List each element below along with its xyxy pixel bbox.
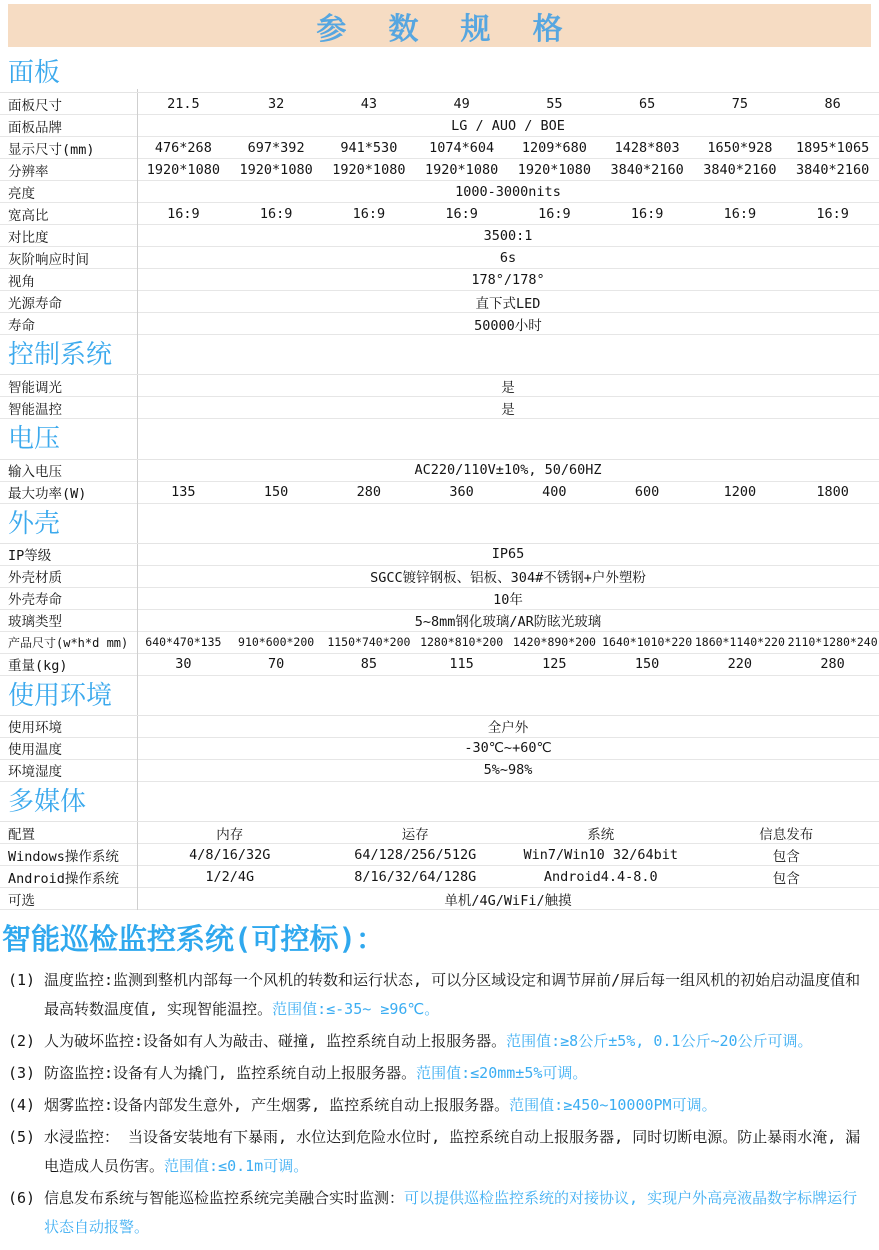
monitor-item (0, 1059, 879, 1088)
row-values (137, 228, 879, 244)
spec-row (0, 866, 879, 888)
row-values (137, 184, 879, 200)
spec-row (0, 269, 879, 291)
row-label: 可选 (0, 889, 137, 909)
monitor-item (0, 1027, 879, 1056)
spec-row (0, 844, 879, 866)
spec-value: AC220/110V±10%, 50/60HZ (137, 462, 879, 478)
spec-value: 信息发布 (694, 823, 879, 843)
spec-value: 是 (137, 398, 879, 418)
spec-row (0, 203, 879, 225)
spec-value: 86 (786, 96, 879, 112)
row-values (137, 272, 879, 288)
spec-value: 360 (415, 484, 508, 500)
spec-value: 1209*680 (508, 140, 601, 156)
spec-row (0, 760, 879, 782)
spec-value: 3840*2160 (694, 162, 787, 178)
item-text: 烟雾监控:设备内部发生意外, 产生烟雾, 监控系统自动上报服务器。 (44, 1096, 509, 1114)
row-label: 外壳寿命 (0, 588, 137, 608)
item-number: (6) (8, 1184, 35, 1213)
spec-value: 1200 (694, 484, 787, 500)
item-text: 防盗监控:设备有人为撬门, 监控系统自动上报服务器。 (44, 1064, 416, 1082)
section-voltage (0, 419, 879, 503)
monitor-item (0, 1091, 879, 1120)
row-values (137, 314, 879, 334)
spec-value: 400 (508, 484, 601, 500)
item-number: (1) (8, 966, 35, 995)
spec-row (0, 159, 879, 181)
spec-value: 10年 (137, 588, 879, 608)
spec-row (0, 822, 879, 844)
spec-value: 941*530 (323, 140, 416, 156)
spec-value: 16:9 (601, 206, 694, 222)
row-label: 对比度 (0, 226, 137, 246)
row-values (137, 292, 879, 312)
spec-value: 697*392 (230, 140, 323, 156)
spec-value: 64/128/256/512G (323, 847, 509, 863)
row-values (137, 118, 879, 134)
row-label: 智能温控 (0, 398, 137, 418)
row-label: 面板尺寸 (0, 94, 137, 114)
spec-value: 1150*740*200 (323, 635, 416, 649)
row-values (137, 635, 879, 649)
spec-value: 1920*1080 (508, 162, 601, 178)
row-values (137, 588, 879, 608)
spec-row (0, 654, 879, 676)
spec-value: Android4.4-8.0 (508, 869, 694, 885)
title-banner (8, 4, 871, 47)
row-label: 宽高比 (0, 204, 137, 224)
spec-row (0, 716, 879, 738)
row-values (137, 845, 879, 865)
row-label: 分辨率 (0, 160, 137, 180)
spec-value: 21.5 (137, 96, 230, 112)
spec-value: 135 (137, 484, 230, 500)
spec-value: 85 (323, 656, 416, 672)
spec-value: 280 (323, 484, 416, 500)
spec-value: 直下式LED (137, 292, 879, 312)
row-label: 输入电压 (0, 460, 137, 480)
row-values (137, 546, 879, 562)
row-label: 重量(kg) (0, 654, 137, 674)
section-enclosure (0, 504, 879, 676)
section-heading-enclosure: 外壳 (0, 504, 879, 544)
spec-value: 125 (508, 656, 601, 672)
row-values (137, 716, 879, 736)
spec-value: 是 (137, 376, 879, 396)
row-values (137, 250, 879, 266)
row-label: 最大功率(W) (0, 482, 137, 502)
spec-value: 32 (230, 96, 323, 112)
item-range: 可以提供巡检监控系统的对接协议, 实现户外高亮液晶数字标牌运行状态自动报警。 (44, 1189, 857, 1236)
page-title: 参 数 规 格 (304, 4, 574, 48)
spec-value: 1860*1140*220 (694, 635, 787, 649)
item-text: 信息发布系统与智能巡检监控系统完美融合实时监测： (44, 1189, 404, 1207)
spec-value: 系统 (508, 823, 694, 843)
spec-value: 115 (415, 656, 508, 672)
section-heading-voltage: 电压 (0, 419, 879, 459)
row-label: IP等级 (0, 544, 137, 564)
monitor-item (0, 1123, 879, 1181)
spec-value: 49 (415, 96, 508, 112)
spec-value: 5~8mm钢化玻璃/AR防眩光玻璃 (137, 610, 879, 630)
spec-value: 1800 (786, 484, 879, 500)
spec-value: 16:9 (137, 206, 230, 222)
row-label: Android操作系统 (0, 867, 137, 887)
spec-value: 30 (137, 656, 230, 672)
spec-row (0, 375, 879, 397)
row-label: 面板品牌 (0, 116, 137, 136)
spec-value: 75 (694, 96, 787, 112)
spec-value: 单机/4G/WiFi/触摸 (137, 889, 879, 909)
spec-value: 1920*1080 (230, 162, 323, 178)
spec-row (0, 93, 879, 115)
section-heading-control-system: 控制系统 (0, 335, 879, 375)
spec-value: 运存 (323, 823, 509, 843)
monitor-item (0, 1184, 879, 1242)
item-text: 温度监控:监测到整机内部每一个风机的转数和运行状态, 可以分区域设定和调节屏前/屏后每一组风机的初始启动温度值和最高转数温度值, 实现智能温控。 (44, 971, 860, 1018)
section-panel (0, 53, 879, 335)
item-number: (4) (8, 1091, 35, 1120)
spec-value: 1420*890*200 (508, 635, 601, 649)
spec-row (0, 888, 879, 910)
row-values (137, 376, 879, 396)
spec-value: 内存 (137, 823, 323, 843)
spec-row (0, 632, 879, 654)
spec-value: 包含 (694, 867, 879, 887)
spec-value: 1428*803 (601, 140, 694, 156)
row-label: 使用环境 (0, 716, 137, 736)
row-values (137, 484, 879, 500)
spec-row (0, 544, 879, 566)
spec-value: -30℃~+60℃ (137, 740, 879, 756)
item-range: 范围值:≤-35~ ≥96℃。 (272, 1000, 439, 1018)
spec-value: 6s (137, 250, 879, 266)
spec-value: 2110*1280*240 (786, 635, 879, 649)
row-label: 产品尺寸(w*h*d mm) (0, 634, 137, 651)
spec-row (0, 460, 879, 482)
item-range: 范围值:≥8公斤±5%, 0.1公斤~20公斤可调。 (506, 1032, 812, 1050)
row-values (137, 96, 879, 112)
monitor-heading: 智能巡检监控系统(可控标)： (0, 910, 879, 963)
row-values (137, 398, 879, 418)
spec-row (0, 313, 879, 335)
spec-value: 220 (694, 656, 787, 672)
spec-value: 包含 (694, 845, 879, 865)
item-text: 水浸监控： 当设备安装地有下暴雨, 水位达到危险水位时, 监控系统自动上报服务器, 同时切断电源。防止暴雨水淹, 漏电造成人员伤害。 (44, 1128, 860, 1175)
section-heading-multimedia: 多媒体 (0, 782, 879, 822)
spec-value: 280 (786, 656, 879, 672)
item-range: 范围值:≤0.1m可调。 (164, 1157, 308, 1175)
spec-value: 55 (508, 96, 601, 112)
spec-table (0, 53, 879, 910)
row-values (137, 462, 879, 478)
row-label: 显示尺寸(mm) (0, 138, 137, 158)
spec-row (0, 137, 879, 159)
row-label: 外壳材质 (0, 566, 137, 586)
section-environment (0, 676, 879, 782)
spec-value: 16:9 (415, 206, 508, 222)
spec-value: 4/8/16/32G (137, 847, 323, 863)
item-range: 范围值:≤20mm±5%可调。 (416, 1064, 587, 1082)
spec-value: 640*470*135 (137, 635, 230, 649)
row-label: 环境湿度 (0, 760, 137, 780)
spec-value: 43 (323, 96, 416, 112)
spec-value: 1895*1065 (786, 140, 879, 156)
spec-row (0, 566, 879, 588)
row-label: 配置 (0, 823, 137, 843)
spec-value: 910*600*200 (230, 635, 323, 649)
spec-value: 5%~98% (137, 762, 879, 778)
row-label: 灰阶响应时间 (0, 248, 137, 268)
spec-value: 16:9 (323, 206, 416, 222)
item-number: (5) (8, 1123, 35, 1152)
spec-row (0, 738, 879, 760)
row-label: 使用温度 (0, 738, 137, 758)
spec-value: 1920*1080 (323, 162, 416, 178)
row-values (137, 610, 879, 630)
item-text: 人为破坏监控:设备如有人为敲击、碰撞, 监控系统自动上报服务器。 (44, 1032, 506, 1050)
row-values (137, 889, 879, 909)
row-values (137, 867, 879, 887)
spec-value: 600 (601, 484, 694, 500)
spec-value: 1280*810*200 (415, 635, 508, 649)
spec-value: 1920*1080 (415, 162, 508, 178)
row-label: Windows操作系统 (0, 845, 137, 865)
spec-value: 1/2/4G (137, 869, 323, 885)
spec-value: 70 (230, 656, 323, 672)
spec-value: 1920*1080 (137, 162, 230, 178)
row-label: 玻璃类型 (0, 610, 137, 630)
monitor-item (0, 966, 879, 1024)
spec-row (0, 397, 879, 419)
spec-value: 8/16/32/64/128G (323, 869, 509, 885)
row-values (137, 823, 879, 843)
section-heading-environment: 使用环境 (0, 676, 879, 716)
spec-value: 476*268 (137, 140, 230, 156)
spec-value: SGCC镀锌钢板、铝板、304#不锈钢+户外塑粉 (137, 566, 879, 586)
spec-row (0, 610, 879, 632)
spec-value: 16:9 (508, 206, 601, 222)
monitor-section (0, 910, 879, 1250)
row-label: 光源寿命 (0, 292, 137, 312)
spec-sheet-page (0, 4, 879, 1250)
row-values (137, 206, 879, 222)
row-label: 寿命 (0, 314, 137, 334)
spec-value: 3840*2160 (786, 162, 879, 178)
row-values (137, 762, 879, 778)
spec-value: 3500:1 (137, 228, 879, 244)
spec-value: 16:9 (694, 206, 787, 222)
spec-row (0, 225, 879, 247)
spec-value: 1074*604 (415, 140, 508, 156)
spec-row (0, 181, 879, 203)
spec-value: Win7/Win10 32/64bit (508, 847, 694, 863)
spec-row (0, 115, 879, 137)
spec-value: 65 (601, 96, 694, 112)
row-values (137, 140, 879, 156)
spec-value: 1640*1010*220 (601, 635, 694, 649)
section-multimedia (0, 782, 879, 910)
spec-row (0, 588, 879, 610)
spec-row (0, 482, 879, 504)
spec-value: LG / AUO / BOE (137, 118, 879, 134)
spec-value: 50000小时 (137, 314, 879, 334)
row-label: 智能调光 (0, 376, 137, 396)
section-heading-panel: 面板 (0, 53, 879, 93)
spec-row (0, 247, 879, 269)
row-values (137, 566, 879, 586)
spec-row (0, 291, 879, 313)
section-control-system (0, 335, 879, 419)
row-values (137, 656, 879, 672)
item-range: 范围值:≥450~10000PM可调。 (509, 1096, 716, 1114)
item-number: (3) (8, 1059, 35, 1088)
row-label: 视角 (0, 270, 137, 290)
spec-value: 1650*928 (694, 140, 787, 156)
spec-value: 150 (601, 656, 694, 672)
item-number: (2) (8, 1027, 35, 1056)
spec-value: 1000-3000nits (137, 184, 879, 200)
row-label: 亮度 (0, 182, 137, 202)
spec-value: 3840*2160 (601, 162, 694, 178)
spec-value: 全户外 (137, 716, 879, 736)
spec-value: 16:9 (230, 206, 323, 222)
spec-value: 150 (230, 484, 323, 500)
spec-value: 16:9 (786, 206, 879, 222)
spec-value: 178°/178° (137, 272, 879, 288)
row-values (137, 740, 879, 756)
row-values (137, 162, 879, 178)
spec-value: IP65 (137, 546, 879, 562)
